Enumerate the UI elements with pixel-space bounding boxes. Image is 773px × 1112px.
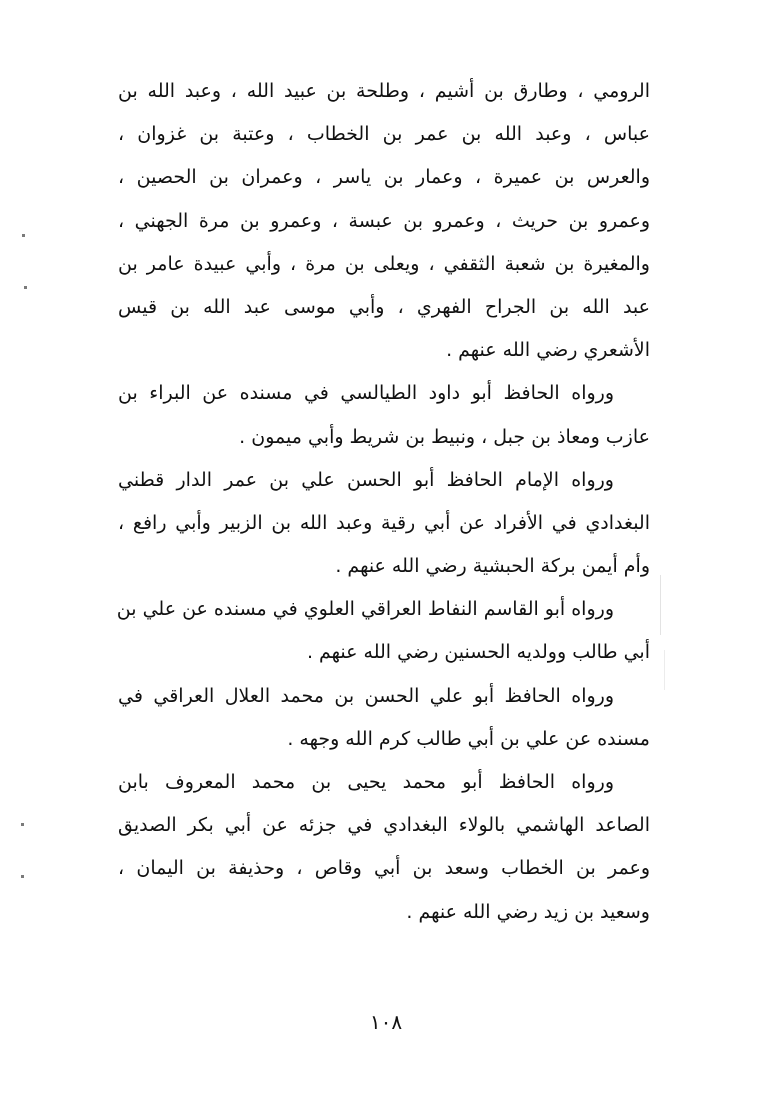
- scan-streak: [664, 650, 665, 690]
- scan-speck: [21, 823, 24, 826]
- text-line: ورواه الحافظ أبو محمد يحيى بن محمد المعروف بابن: [118, 771, 614, 793]
- text-line: ورواه الحافظ أبو علي الحسن بن محمد العلال العراقي في: [118, 684, 614, 707]
- text-line: وأم أيمن بركة الحبشية رضي الله عنهم .: [335, 555, 650, 578]
- text-line: الأشعري رضي الله عنهم .: [446, 339, 650, 362]
- page-number: ١٠٨: [369, 1010, 403, 1034]
- text-line: عبد الله بن الجراح الفهري ، وأبي موسى عبد الله بن قيس: [118, 295, 650, 318]
- text-line: مسنده عن علي بن أبي طالب كرم الله وجهه .: [287, 727, 650, 750]
- scan-speck: [22, 234, 25, 237]
- text-line: وعمر بن الخطاب وسعد بن أبي وقاص ، وحذيفة بن اليمان ،: [118, 857, 650, 880]
- scan-streak: [660, 575, 661, 635]
- text-line: ورواه الإمام الحافظ أبو الحسن علي بن عمر الدار قطني: [118, 468, 614, 491]
- scan-speck: [24, 286, 27, 289]
- body-text: [118, 70, 650, 934]
- text-line: والعرس بن عميرة ، وعمار بن ياسر ، وعمران بن الحصين ،: [118, 166, 650, 189]
- text-line: البغدادي في الأفراد عن أبي رقية وعبد الله بن الزبير وأبي رافع ،: [118, 511, 650, 534]
- text-line: وعمرو بن حريث ، وعمرو بن عبسة ، وعمرو بن مرة الجهني ،: [118, 209, 650, 232]
- text-line: الصاعد الهاشمي بالولاء البغدادي في جزئه عن أبي بكر الصديق: [118, 814, 650, 837]
- text-line: والمغيرة بن شعبة الثقفي ، ويعلى بن مرة ، وأبي عبيدة عامر بن: [118, 252, 650, 275]
- text-line: عازب ومعاذ بن جبل ، ونبيط بن شريط وأبي ميمون .: [239, 425, 650, 448]
- text-line: ورواه أبو القاسم النفاط العراقي العلوي في مسنده عن علي بن: [116, 598, 614, 621]
- text-line: وسعيد بن زيد رضي الله عنهم .: [406, 900, 650, 923]
- scan-speck: [21, 875, 24, 878]
- text-line: عباس ، وعبد الله بن عمر بن الخطاب ، وعتبة بن غزوان ،: [118, 123, 650, 146]
- text-line: ورواه الحافظ أبو داود الطيالسي في مسنده عن البراء بن: [118, 382, 614, 405]
- text-line: أبي طالب وولديه الحسنين رضي الله عنهم .: [306, 641, 650, 664]
- text-line: الرومي ، وطارق بن أشيم ، وطلحة بن عبيد الله ، وعبد الله بن: [118, 80, 650, 102]
